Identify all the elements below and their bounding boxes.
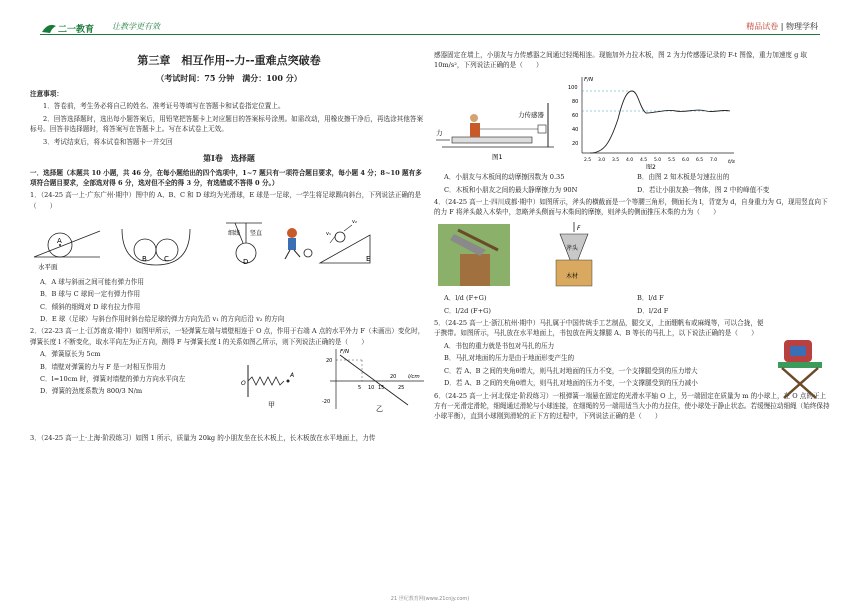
svg-text:25: 25 <box>398 385 405 392</box>
page-footer: 21 世纪教育网(www.21cnjy.com) <box>390 596 470 602</box>
header-right <box>746 21 818 32</box>
svg-text:5: 5 <box>358 385 362 392</box>
svg-text:v₁: v₁ <box>326 231 331 238</box>
svg-text:水平面: 水平面 <box>38 263 58 272</box>
svg-text:4.0: 4.0 <box>626 157 634 163</box>
q1-option-c: C．倾斜的细绳对 D 球有拉力作用 <box>40 302 141 311</box>
svg-text:3.0: 3.0 <box>598 157 606 163</box>
q4-options <box>434 293 830 318</box>
svg-text:力: 力 <box>436 128 443 137</box>
subject-label: 物理学科 <box>786 22 818 31</box>
q3-options <box>434 172 830 197</box>
header-divider <box>40 34 820 35</box>
q1-option-a: A．A 球与斜面之间可能有弹力作用 <box>40 277 144 286</box>
q4-option-c: C．l/2d (F+G) <box>444 306 491 315</box>
header-slogan: 让教学更有效 <box>112 22 160 31</box>
q2-figure <box>240 345 430 415</box>
svg-text:v₂: v₂ <box>352 219 357 226</box>
svg-text:l/cm: l/cm <box>408 374 420 381</box>
section-title: 第Ⅰ卷 选择题 <box>203 153 255 164</box>
svg-text:C: C <box>164 255 169 264</box>
svg-text:图2: 图2 <box>646 163 656 169</box>
svg-text:5.0: 5.0 <box>654 157 662 163</box>
q5-option-c: C．若 A、B 之间的夹角θ增大，则马扎对地面的压力不变，一个支撑腿受到的压力增大 <box>444 366 698 375</box>
q5-option-d: D．若 A、B 之间的夹角θ增大，则马扎对地面的压力不变，一个支撑腿受到的压力减小 <box>444 379 698 388</box>
q5-option-b: B．马扎对地面的压力是由于地面形变产生的 <box>444 354 575 363</box>
q1-option-d: D．E 球（足球）与斜台作用时斜台给足球的弹力方向先沿 v₁ 的方向后沿 v₂ 的方向 <box>40 314 285 323</box>
q3-option-c: C．木板和小朋友之间的最大静摩擦力为 90N <box>444 185 578 194</box>
q1-figure <box>30 213 428 273</box>
svg-text:20: 20 <box>572 140 579 147</box>
svg-text:15: 15 <box>378 385 385 392</box>
q3-option-b: B．由图 2 知木板是匀速拉出的 <box>637 173 730 182</box>
svg-text:D: D <box>243 258 249 267</box>
q4-option-d: D．l/2d F <box>637 306 669 315</box>
q5-stem: 5．（24-25 高一上·浙江杭州·期中）马扎属于中国传统手工艺制品，腿交叉，上面绷帆布或麻绳等，可以合拢，便于携带。如图所示，马扎放在水平地面上，书包放在两支撑腿 A、B 等长的马扎上，以下说法正确的是（ ） <box>434 319 764 338</box>
svg-text:B: B <box>142 255 147 264</box>
page-header <box>0 0 860 44</box>
svg-text:6.0: 6.0 <box>682 157 690 163</box>
svg-text:-20: -20 <box>322 399 331 406</box>
svg-text:斧头: 斧头 <box>566 244 579 252</box>
q2-option-b: B．墙壁对弹簧的力与 F 是一对相互作用力 <box>40 362 166 371</box>
q3-option-a: A．小朋友与木板间的动摩擦因数为 0.35 <box>444 173 565 182</box>
svg-text:7.0: 7.0 <box>710 157 718 163</box>
svg-text:3.5: 3.5 <box>612 157 620 163</box>
q5-block <box>434 318 830 388</box>
svg-text:O: O <box>241 380 246 388</box>
svg-text:4.5: 4.5 <box>640 157 648 163</box>
svg-text:10: 10 <box>368 385 375 392</box>
svg-text:40: 40 <box>572 126 579 133</box>
q2-option-d: D．弹簧的劲度系数为 800/3 N/m <box>40 387 143 396</box>
svg-text:A: A <box>290 372 295 380</box>
q4-figure <box>434 220 830 290</box>
doc-subtitle: （考试时间：75 分钟 满分：100 分） <box>156 73 302 84</box>
q5-stool-figure <box>770 336 830 402</box>
svg-text:木材: 木材 <box>566 272 579 280</box>
svg-text:F: F <box>577 224 581 232</box>
svg-text:力传感器: 力传感器 <box>518 110 544 119</box>
notice-item: 2．回答选择题时，选出每小题答案后，用铅笔把答题卡上对应题目的答案标号涂黑。如需改动，用橡皮擦干净后，再选涂其他答案标号。回答非选择题时，将答案写在答题卡上。写在本试卷上无效。 <box>30 114 424 134</box>
q3-option-d: D．若让小朋友换一物体，图 2 中的峰值不变 <box>637 185 770 194</box>
q4-option-a: A．l/d (F+G) <box>444 294 487 303</box>
q4-option-b: B．l/d F <box>637 294 664 303</box>
svg-text:80: 80 <box>572 98 579 105</box>
svg-text:E: E <box>366 255 371 264</box>
svg-text:t/s: t/s <box>728 158 735 165</box>
svg-text:乙: 乙 <box>376 405 383 414</box>
part-intro: 一．选择题（本题共 10 小题，共 46 分，在每小题给出的四个选项中，1~7 题只有一项符合题目要求，每小题 4 分；8~10 题有多项符合题目要求，全部选对得 6 分，选对但不全的得 3 分，有选错或不答得 0 分。） <box>30 168 422 188</box>
svg-text:A: A <box>57 237 62 246</box>
doc-title: 第三章 相互作用--力--重难点突破卷 <box>137 54 321 67</box>
svg-text:2.5: 2.5 <box>584 157 592 163</box>
svg-text:二一教育: 二一教育 <box>58 25 95 35</box>
svg-text:20: 20 <box>390 374 397 381</box>
notice-item: 1．答卷前，考生务必将自己的姓名、准考证号等填写在答题卡和试卷指定位置上。 <box>43 102 285 111</box>
q2-option-c: C．l=10cm 时，弹簧对墙壁的弹力方向水平向左 <box>40 374 186 383</box>
svg-text:甲: 甲 <box>268 401 275 410</box>
q3-stem-continued: 感器固定在墙上，小朋友与力传感器之间通过轻绳相连。现施加外力拉木板，图 2 为力传感器记录的 F-t 图像，重力加速度 g 取 10m/s²，下列说法正确的是（ ） <box>434 51 808 70</box>
header-separator: | <box>780 22 784 31</box>
brand-label: 精品试卷 <box>746 22 779 31</box>
q5-option-a: A．书包的重力就是书包对马扎的压力 <box>444 341 555 350</box>
svg-text:6.5: 6.5 <box>696 157 704 163</box>
q2-stem: 2．（22-23 高一上·江苏南京·期中）如图甲所示，一轻弹簧左端与墙壁相连于 O 点，作用于右端 A 点的水平外力 F（未画出）变化时，弹簧长度 l 不断变化，取水平向左为正方向，测得 F 与弹簧长度 l 的关系如图乙所示，则下列说法正确的是（ ） <box>30 327 425 346</box>
q1-stem: 1．（24-25 高一上·广东广州·期中）图中的 A、B、C 和 D 球均为光滑球，E 球是一足球，一学生将足球踢向斜台，下列说法正确的是（ ） <box>30 191 422 210</box>
notice-heading: 注意事项： <box>30 90 63 98</box>
svg-text:细线: 细线 <box>228 230 241 238</box>
right-column <box>434 44 830 424</box>
svg-text:20: 20 <box>326 358 333 365</box>
q1-option-b: B．B 球与 C 球间一定有弹力作用 <box>40 290 141 299</box>
q4-stem: 4．（24-25 高一上·四川成都·期中）如图所示，斧头的横截面是一个等腰三角形，侧面长为 l，背宽为 d，自身重力为 G，现用竖直向下的力 F 将斧头敲入木柴中，忽略斧头侧面与木柴间的摩擦，则斧头的侧面推压木柴的力为（ ） <box>434 198 828 217</box>
svg-text:图1: 图1 <box>492 152 503 161</box>
svg-text:100: 100 <box>568 84 578 91</box>
left-column <box>30 44 428 446</box>
svg-text:F/N: F/N <box>584 76 594 83</box>
svg-text:60: 60 <box>572 112 579 119</box>
svg-text:F/N: F/N <box>340 349 350 356</box>
q2-block <box>30 349 428 433</box>
svg-text:竖直: 竖直 <box>250 230 263 238</box>
q3-stem-start: 3．（24-25 高一上·上海·阶段练习）如图 1 所示，质量为 20kg 的小朋友坐在长木板上，长木板放在水平地面上，力传 <box>30 434 376 443</box>
notice-item: 3．考试结束后，将本试卷和答题卡一并交回 <box>43 137 173 146</box>
q3-force-time-chart <box>568 77 735 169</box>
q6-stem: 6．（24-25 高一上·河北保定·阶段练习）一根弹簧一端悬在固定的光滑水平轴 O 上，另一端固定在质量为 m 的小球上，在 O 点的正上方有一光滑定滑轮，细绳通过滑轮与小球连接，在细绳的另一端用适当大小的力拉住，使小球处于静止状态。若缓慢拉动细绳（始终保持小球平衡），直到小球刚到滑轮的正下方的过程中，下列说法正确的是（ ） <box>434 391 830 421</box>
q2-option-a: A．弹簧原长为 5cm <box>40 350 101 359</box>
svg-text:5.5: 5.5 <box>668 157 676 163</box>
q3-figure <box>434 73 830 169</box>
